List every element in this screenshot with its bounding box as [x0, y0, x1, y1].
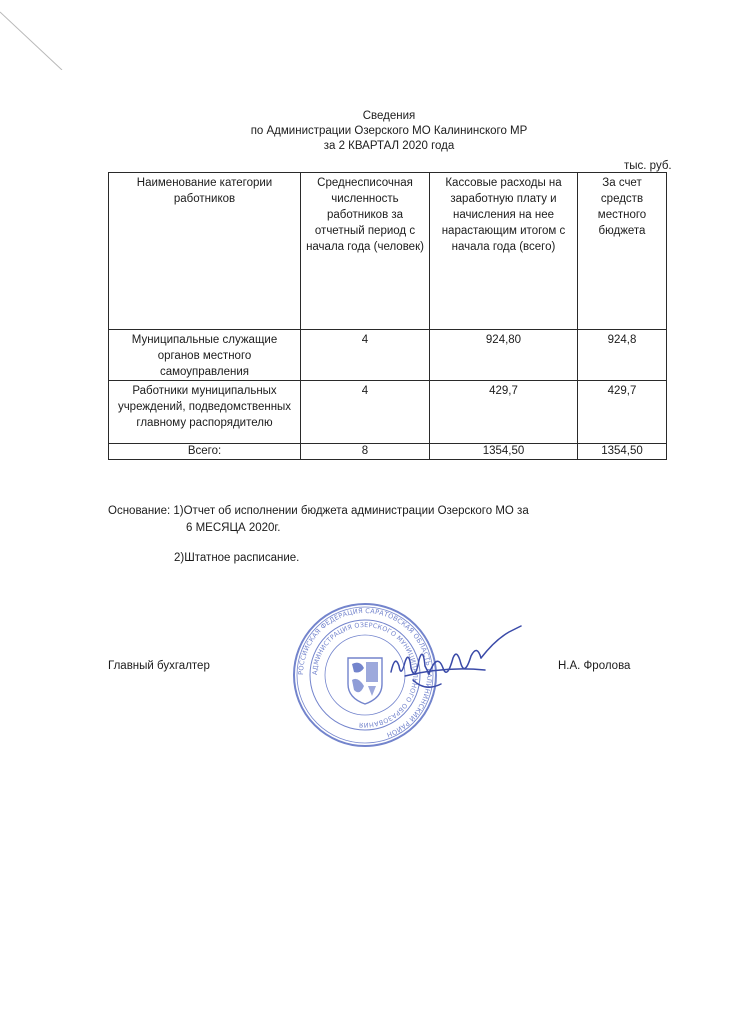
- total-headcount: 8: [301, 444, 430, 460]
- document-header: [0, 109, 738, 154]
- currency-unit: тыс. руб.: [624, 160, 672, 172]
- table-row: [109, 381, 667, 444]
- svg-text:РОССИЙСКАЯ ФЕДЕРАЦИЯ САРАТОВСК: РОССИЙСКАЯ ФЕДЕРАЦИЯ САРАТОВСКАЯ ОБЛАСТЬ КАЛИНИНСКИЙ РАЙОН: [296, 606, 434, 739]
- basis-line-2: 6 МЕСЯЦА 2020г.: [186, 522, 281, 534]
- basis-line-1: Основание: 1)Отчет об исполнении бюджета администрации Озерского МО за: [108, 505, 529, 517]
- document-period: за 2 КВАРТАЛ 2020 года: [323, 140, 455, 152]
- column-header-expenses: Кассовые расходы на заработную плату и начисления на нее нарастающим итогом с начала года (всего): [430, 173, 578, 330]
- document-organization: по Администрации Озерского МО Калининского МР: [250, 125, 528, 137]
- total-local-budget: 1354,50: [578, 444, 667, 460]
- table-total-row: [109, 444, 667, 460]
- svg-text:АДМИНИСТРАЦИЯ ОЗЕРСКОГО МУНИЦИ: АДМИНИСТРАЦИЯ ОЗЕРСКОГО МУНИЦИПАЛЬНОГО ОБРАЗОВАНИЯ: [310, 620, 420, 730]
- basis-section: [108, 503, 529, 567]
- cell-expenses: 429,7: [430, 381, 578, 444]
- column-header-category: Наименование категории работников: [109, 173, 301, 330]
- column-header-headcount: Среднесписочная численность работников за отчетный период с начала года (человек): [301, 173, 430, 330]
- document-title: Сведения: [362, 110, 416, 122]
- staff-expenses-table: [108, 172, 667, 460]
- cell-category: Работники муниципальных учреждений, подведомственных главному распорядителю: [109, 381, 301, 444]
- column-header-local-budget: За счет средств местного бюджета: [578, 173, 667, 330]
- signature-name: Н.А. Фролова: [558, 660, 631, 672]
- cell-expenses: 924,80: [430, 330, 578, 381]
- table-row: [109, 330, 667, 381]
- table-header-row: [109, 173, 667, 330]
- signature-position: Главный бухгалтер: [108, 660, 210, 672]
- cell-headcount: 4: [301, 330, 430, 381]
- signature-icon: [385, 622, 525, 702]
- cell-category: Муниципальные служащие органов местного самоуправления: [109, 330, 301, 381]
- page-corner-mark: [0, 0, 70, 70]
- total-expenses: 1354,50: [430, 444, 578, 460]
- cell-headcount: 4: [301, 381, 430, 444]
- cell-local-budget: 429,7: [578, 381, 667, 444]
- total-label: Всего:: [109, 444, 301, 460]
- basis-line-3: 2)Штатное расписание.: [174, 552, 300, 564]
- cell-local-budget: 924,8: [578, 330, 667, 381]
